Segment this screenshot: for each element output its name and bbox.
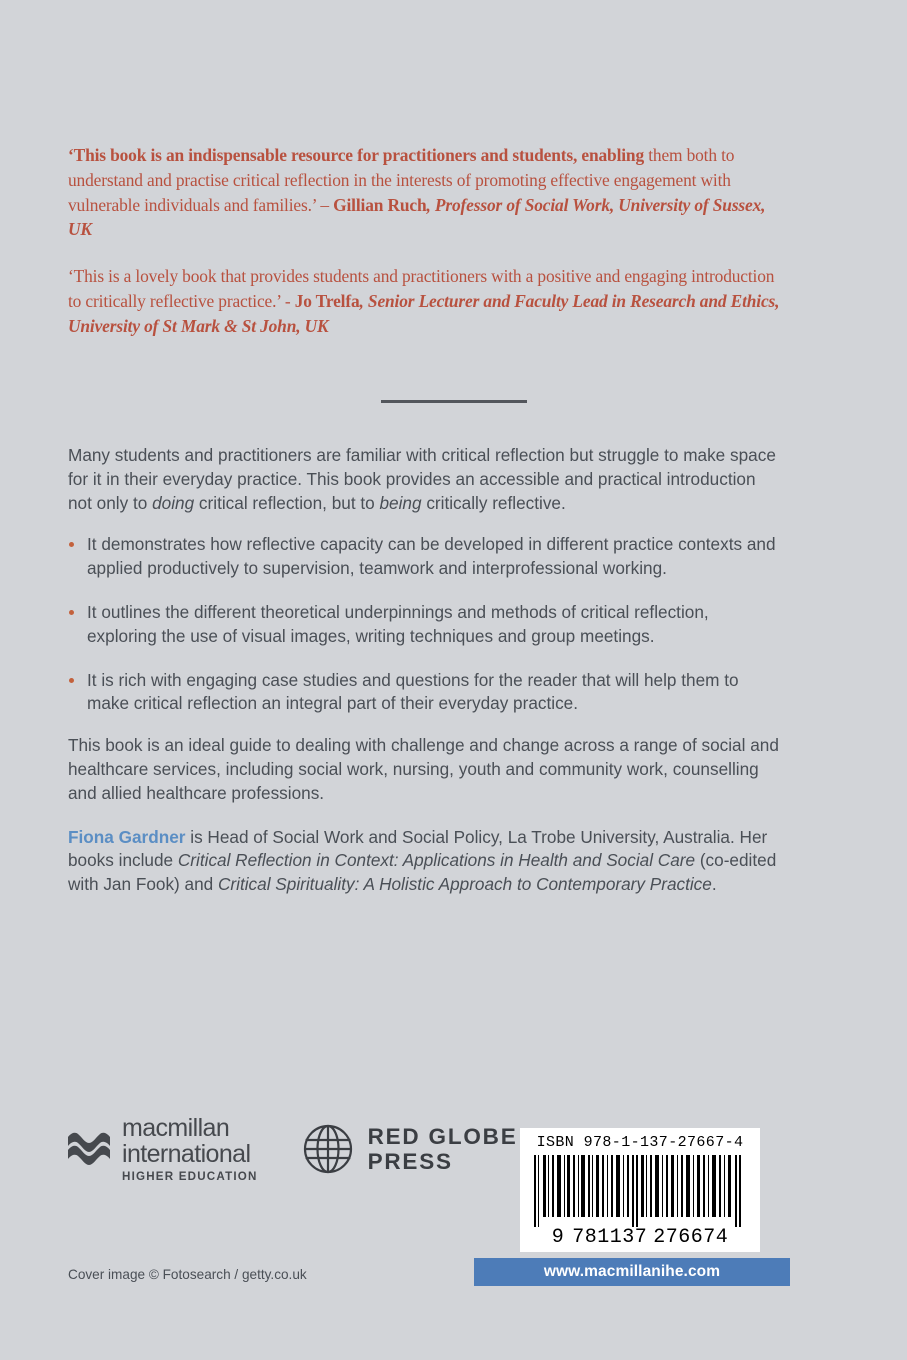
globe-icon bbox=[302, 1123, 354, 1175]
red-globe-line-2: PRESS bbox=[367, 1149, 453, 1175]
red-globe-press-logo bbox=[302, 1123, 518, 1175]
author-biography bbox=[68, 826, 782, 897]
section-divider-wrap bbox=[0, 393, 907, 411]
bio-text-a: is Head of Social Work and Social Policy, La Trobe University, Australia. Her books include bbox=[68, 826, 768, 871]
publisher-website-url: www.macmillanihe.com bbox=[543, 1263, 721, 1280]
bio-book-title-2: Critical Spirituality: A Holistic Approach to Contemporary Practice bbox=[218, 874, 712, 895]
list-item bbox=[68, 533, 782, 581]
list-item bbox=[68, 601, 782, 649]
quote-2-comma: , bbox=[359, 290, 368, 311]
quote-1-lead: ‘This book is an indispensable resource for practitioners and students, enabling bbox=[68, 145, 645, 165]
macmillan-international-logo bbox=[66, 1116, 258, 1183]
quote-1-endorser: Gillian Ruch bbox=[333, 194, 427, 215]
publisher-website-bar[interactable] bbox=[474, 1258, 790, 1286]
author-name: Fiona Gardner bbox=[68, 826, 186, 847]
macmillan-line-1: macmillan bbox=[122, 1114, 230, 1142]
book-description bbox=[68, 444, 782, 917]
ean-first-digit: 9 bbox=[551, 1226, 565, 1249]
description-closing: This book is an ideal guide to dealing with challenge and change across a range of social and healthcare services, including social work, nursing, youth and community work, counselling and allied healthcare professions. bbox=[68, 735, 779, 803]
bio-book-title-1: Critical Reflection in Context: Applications in Health and Social Care bbox=[177, 850, 696, 871]
bio-text-c: . bbox=[711, 874, 717, 895]
bullet-text: It outlines the different theoretical underpinnings and methods of critical reflection, exploring the use of visual images, writing techniques and group meetings. bbox=[87, 601, 709, 646]
red-globe-wordmark bbox=[368, 1124, 518, 1174]
quote-2-body: ‘This is a lovely book that provides students and practitioners with a positive and engaging introduction to critically reflective practice.’ - bbox=[68, 266, 775, 311]
description-intro bbox=[68, 444, 782, 515]
macmillan-m-mark-icon bbox=[66, 1127, 112, 1171]
quote-2-affiliation: Senior Lecturer and Faculty Lead in Research and Ethics, University of St Mark & St John, UK bbox=[68, 290, 780, 336]
feature-bullet-list bbox=[68, 533, 782, 716]
endorsement-quote-1 bbox=[68, 143, 780, 242]
endorsement-quote-2 bbox=[68, 264, 780, 338]
macmillan-wordmark bbox=[122, 1116, 258, 1183]
macmillan-line-2: international bbox=[122, 1140, 251, 1168]
ean-right-group: 276674 bbox=[653, 1226, 729, 1249]
bullet-dot-icon bbox=[69, 542, 74, 547]
intro-emphasis-doing: doing bbox=[152, 492, 195, 513]
publisher-logos bbox=[66, 1116, 518, 1183]
bio-text-b: (co-edited with Jan Fook) and bbox=[68, 850, 777, 895]
bullet-dot-icon bbox=[69, 610, 74, 615]
isbn-number-label: ISBN 978-1-137-27667-4 bbox=[536, 1134, 744, 1151]
bullet-text: It is rich with engaging case studies and questions for the reader that will help them to make critical reflection an integral part of their everyday practice. bbox=[87, 669, 739, 714]
cover-image-credit: Cover image © Fotosearch / getty.co.uk bbox=[68, 1267, 307, 1282]
ean-left-group: 781137 bbox=[572, 1226, 648, 1249]
quote-1-body: them both to understand and practise critical reflection in the interests of promoting effective engagement with vulnerable individuals and families.’ – bbox=[68, 145, 735, 215]
quote-2-endorser: Jo Trelfa bbox=[294, 290, 360, 311]
quote-1-affiliation: Professor of Social Work, University of Sussex, UK bbox=[68, 194, 766, 240]
section-divider bbox=[381, 400, 527, 403]
ean-digits bbox=[532, 1226, 748, 1249]
isbn-barcode-block bbox=[520, 1128, 760, 1252]
red-globe-line-1: RED GLOBE bbox=[367, 1124, 518, 1150]
intro-text-b: critical reflection, but to bbox=[194, 492, 380, 513]
intro-text-c: critically reflective. bbox=[421, 492, 566, 513]
intro-text-a: Many students and practitioners are familiar with critical reflection but struggle to make space for it in their everyday practice. This book provides an accessible and practical introduction not only to bbox=[68, 445, 776, 513]
barcode-bars bbox=[532, 1155, 748, 1227]
list-item bbox=[68, 669, 782, 717]
quote-1-comma: , bbox=[426, 194, 435, 215]
endorsement-quotes bbox=[68, 143, 780, 339]
bullet-dot-icon bbox=[69, 678, 74, 683]
macmillan-line-3: HIGHER EDUCATION bbox=[122, 1170, 258, 1183]
bullet-text: It demonstrates how reflective capacity can be developed in different practice contexts and applied productively to supervision, teamwork and interprofessional working. bbox=[87, 534, 776, 579]
intro-emphasis-being: being bbox=[379, 492, 422, 513]
